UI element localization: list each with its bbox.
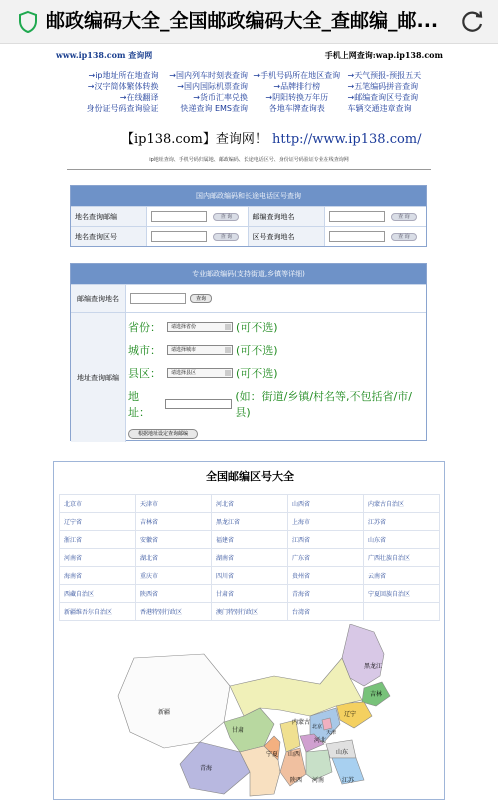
link-item[interactable]: →货币汇率兑换	[193, 93, 248, 102]
link-item[interactable]: →手机号码所在地区查询	[253, 71, 341, 80]
province-link[interactable]: 江苏省	[364, 513, 440, 531]
map-label: 北京	[312, 724, 323, 730]
link-item[interactable]: →阴阳转换万年历	[265, 93, 329, 102]
map-label: 江苏	[342, 777, 355, 784]
link-item[interactable]: →邮编查询区号查询	[347, 93, 419, 102]
optional-note: (可不选)	[236, 321, 278, 334]
map-label: 新疆	[158, 709, 171, 716]
province-link[interactable]: 上海市	[288, 513, 364, 531]
link-item[interactable]: →汉字简体繁体转换	[87, 82, 159, 91]
province-link[interactable]: 香港特别行政区	[136, 603, 212, 621]
province-link[interactable]: 四川省	[212, 567, 288, 585]
province-link[interactable]: 澳门特别行政区	[212, 603, 288, 621]
table-row	[60, 567, 440, 585]
province-link[interactable]: 吉林省	[136, 513, 212, 531]
province-link[interactable]: 江西省	[288, 531, 364, 549]
table-row	[60, 513, 440, 531]
province-link[interactable]: 陕西省	[136, 585, 212, 603]
map-label: 青海	[200, 765, 213, 772]
province-link[interactable]: 贵州省	[288, 567, 364, 585]
shield-icon	[16, 10, 40, 34]
map-label: 山西	[288, 751, 301, 758]
province-label: 省份：	[128, 321, 161, 334]
postcode-label: 邮编查询地名	[71, 285, 126, 312]
link-item[interactable]: →国内国际机票查询	[177, 82, 248, 91]
province-link[interactable]: 黑龙江省	[212, 513, 288, 531]
map-label: 河北	[314, 737, 327, 744]
mobile-link[interactable]: 手机上网查询:wap.ip138.com	[324, 50, 443, 60]
china-map[interactable]	[74, 624, 418, 802]
map-label: 河南	[312, 777, 325, 784]
site-link[interactable]: www.ip138.com 查询网	[56, 50, 153, 60]
quick-query-box	[70, 185, 427, 247]
query-input[interactable]	[151, 231, 207, 242]
province-link[interactable]: 台湾省	[288, 603, 364, 621]
postcode-input[interactable]	[130, 293, 186, 304]
query-button[interactable]: 查 询	[213, 233, 239, 241]
province-link[interactable]: 安徽省	[136, 531, 212, 549]
quick-query-title: 国内邮政编码和长途电话区号查询	[71, 186, 426, 206]
map-label: 内蒙古	[292, 719, 311, 726]
province-index-box	[53, 461, 445, 800]
query-label: 区号查询地名	[249, 227, 325, 246]
province-link[interactable]: 青海省	[288, 585, 364, 603]
province-link[interactable]: 浙江省	[60, 531, 136, 549]
table-row	[60, 585, 440, 603]
map-label: 吉林	[370, 691, 383, 698]
province-link[interactable]: 福建省	[212, 531, 288, 549]
link-item[interactable]: →国内列车时刻表查询	[169, 71, 248, 80]
province-link[interactable]: 西藏自治区	[60, 585, 136, 603]
city-select[interactable]: 请选择城市	[167, 345, 233, 355]
query-label: 地名查询邮编	[71, 207, 147, 226]
province-link[interactable]: 天津市	[136, 495, 212, 513]
optional-note: (可不选)	[236, 367, 278, 380]
subline: ip地址查询、手机号码归属地、邮政编码、长途电话区号、身份证号码验证专业在线查询网	[67, 156, 431, 170]
slogan	[121, 128, 422, 147]
map-label: 黑龙江	[364, 663, 383, 670]
table-row	[60, 549, 440, 567]
link-item[interactable]: →天气预报-预报五天	[347, 71, 422, 80]
link-item[interactable]: →在线翻译	[119, 93, 159, 102]
province-link[interactable]: 重庆市	[136, 567, 212, 585]
city-label: 城市：	[128, 344, 161, 357]
address-submit-button[interactable]: 根据地址设定查询邮编	[128, 429, 198, 439]
slogan-brand: 【ip138.com】查询网！	[121, 132, 268, 147]
quick-links	[71, 70, 431, 114]
query-button[interactable]: 查 询	[391, 213, 417, 221]
postcode-query-button[interactable]: 查询	[190, 294, 212, 303]
province-link	[364, 603, 440, 621]
county-select[interactable]: 请选择县区	[167, 368, 233, 378]
link-item[interactable]: 各地车牌查询表	[268, 104, 325, 113]
province-link[interactable]: 湖南省	[212, 549, 288, 567]
detail-query-box	[70, 263, 427, 441]
province-link[interactable]: 海南省	[60, 567, 136, 585]
province-link[interactable]: 河南省	[60, 549, 136, 567]
province-link[interactable]: 广西壮族自治区	[364, 549, 440, 567]
slogan-url[interactable]: http://www.ip138.com/	[272, 132, 422, 147]
query-input[interactable]	[151, 211, 207, 222]
optional-note: (可不选)	[236, 344, 278, 357]
link-item[interactable]: 快递查询 EMS查询	[180, 104, 248, 113]
reload-icon[interactable]	[460, 9, 486, 35]
province-link[interactable]: 甘肃省	[212, 585, 288, 603]
province-link[interactable]: 北京市	[60, 495, 136, 513]
query-label: 地名查询区号	[71, 227, 147, 246]
link-item[interactable]: →品牌排行榜	[273, 82, 321, 91]
address-field-label: 地址：	[128, 390, 150, 419]
province-select[interactable]: 请选择省份	[167, 322, 233, 332]
table-row	[60, 603, 440, 621]
address-label: 地址查询邮编	[71, 313, 126, 442]
province-index-title: 全国邮编区号大全	[206, 470, 294, 483]
link-item[interactable]: 身份证号码查询验证	[86, 104, 159, 113]
page-title: 邮政编码大全_全国邮政编码大全_查邮编_邮...	[46, 10, 439, 32]
query-button[interactable]: 查 询	[391, 233, 417, 241]
map-label: 天津	[326, 730, 337, 736]
province-link[interactable]: 辽宁省	[60, 513, 136, 531]
province-link[interactable]: 山东省	[364, 531, 440, 549]
address-input[interactable]	[165, 399, 233, 409]
province-link[interactable]: 宁夏回族自治区	[364, 585, 440, 603]
query-button[interactable]: 查 询	[213, 213, 239, 221]
query-input[interactable]	[329, 211, 385, 222]
address-hint: (如：街道/乡镇/村名等,不包括省/市/县)	[235, 390, 412, 419]
table-row	[60, 495, 440, 513]
province-link[interactable]: 云南省	[364, 567, 440, 585]
map-label: 山东	[336, 749, 349, 756]
query-input[interactable]	[329, 231, 385, 242]
county-label: 县区：	[128, 367, 161, 380]
table-row	[60, 531, 440, 549]
detail-query-title: 专业邮政编码(支持街道,乡镇等详细)	[71, 264, 426, 284]
link-item[interactable]: 车辆交通违章查询	[347, 104, 412, 113]
province-link[interactable]: 新疆维吾尔自治区	[60, 603, 136, 621]
link-item[interactable]: →五笔编码拼音查询	[347, 82, 419, 91]
link-item[interactable]: →ip地址所在地查询	[88, 71, 159, 80]
browser-bar	[0, 0, 498, 44]
province-link[interactable]: 山西省	[288, 495, 364, 513]
province-link[interactable]: 河北省	[212, 495, 288, 513]
map-label: 陕西	[290, 777, 303, 784]
province-table	[59, 494, 440, 621]
site-header	[55, 50, 443, 64]
map-label: 宁夏	[266, 751, 279, 758]
province-link[interactable]: 内蒙古自治区	[364, 495, 440, 513]
province-link[interactable]: 湖北省	[136, 549, 212, 567]
map-label: 辽宁	[344, 711, 357, 718]
query-label: 邮编查询地名	[249, 207, 325, 226]
map-label: 甘肃	[232, 727, 245, 734]
province-link[interactable]: 广东省	[288, 549, 364, 567]
